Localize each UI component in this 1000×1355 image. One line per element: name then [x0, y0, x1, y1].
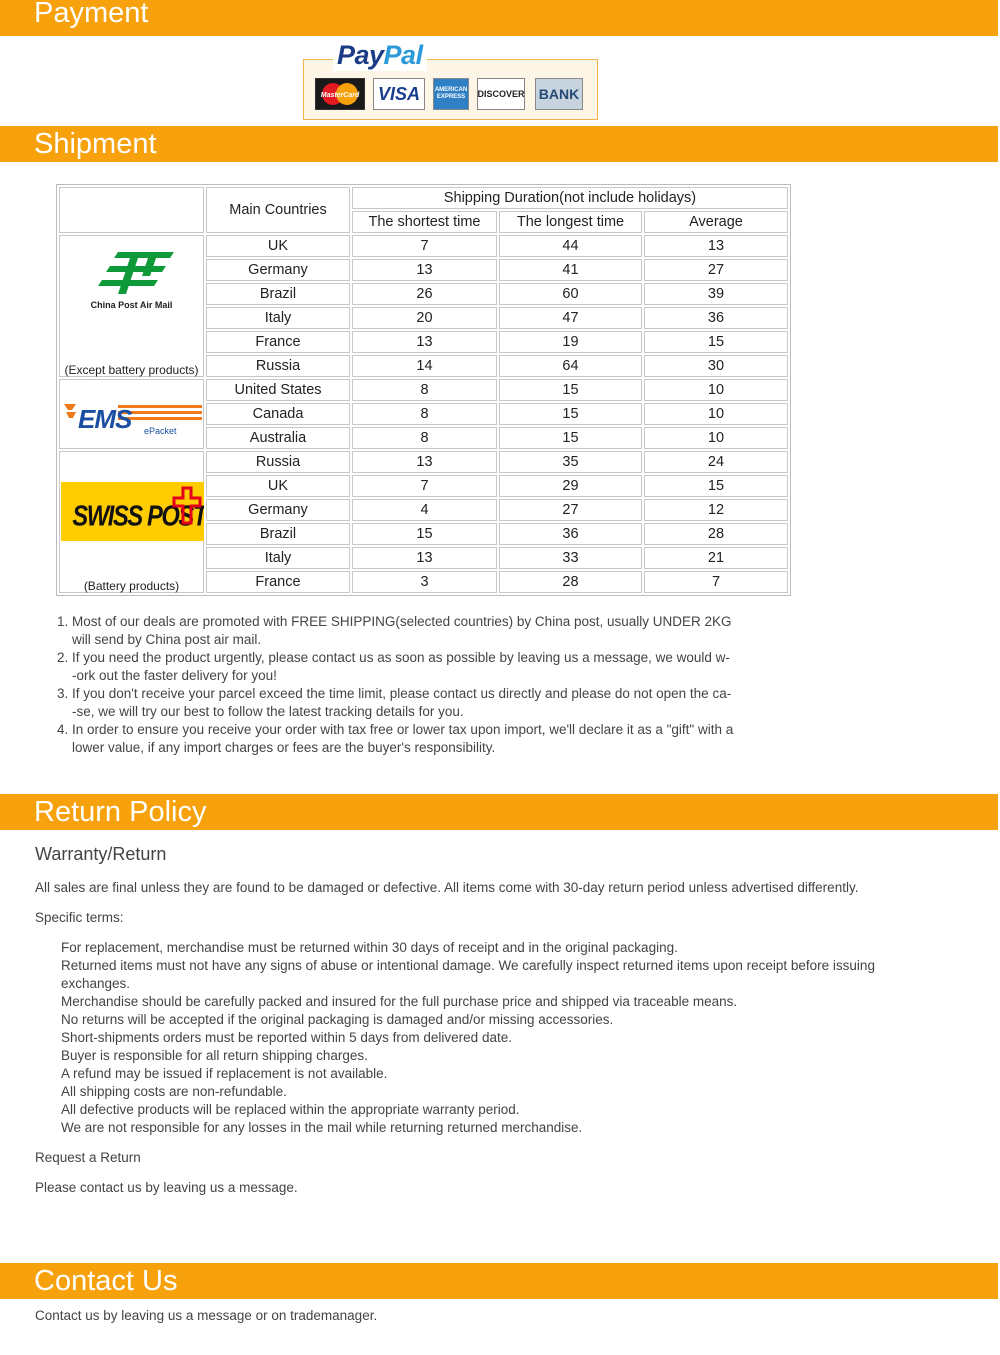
- list-item: We are not responsible for any losses in the mail while returning returned merchandise.: [61, 1120, 583, 1135]
- list-item: Returned items must not have any signs of abuse or intentional damage. We carefully inspect returned items upon receipt before issuing exchanges.: [61, 958, 875, 991]
- paypal-logo: [303, 40, 598, 120]
- table-row: France 13 19 15: [59, 331, 788, 353]
- table-row: Brazil 26 60 39: [59, 283, 788, 305]
- list-item: A refund may be issued if replacement is not available.: [61, 1066, 388, 1081]
- specific-terms-label: Specific terms:: [35, 910, 124, 925]
- list-item: Buyer is responsible for all return shipping charges.: [61, 1048, 368, 1063]
- table-row: Russia 14 64 30: [59, 355, 788, 377]
- china-post-label: China Post Air Mail: [90, 300, 173, 310]
- list-item: 2. If you need the product urgently, please contact us as soon as possible by leaving us a message, we would w- -ork out the faster delivery for you!: [72, 649, 852, 685]
- contact-section-header: [0, 1263, 998, 1299]
- header-average: Average: [644, 211, 788, 233]
- amex-icon: AMERICAN EXPRESS: [433, 78, 469, 110]
- list-item: Merchandise should be carefully packed and insured for the full purchase price and shipped via traceable means.: [61, 994, 738, 1009]
- bank-icon: BANK: [535, 78, 583, 110]
- swiss-post-cell: [59, 451, 204, 593]
- list-item: For replacement, merchandise must be returned within 30 days of receipt and in the original packaging.: [61, 940, 678, 955]
- table-row: Italy 20 47 36: [59, 307, 788, 329]
- list-item: 4. In order to ensure you receive your order with tax free or lower tax upon import, we'll declare it as a "gift" with a lower value, if any import charges or fees are the buyer's responsibility.: [72, 721, 852, 757]
- request-return-label: Request a Return: [35, 1150, 141, 1165]
- paypal-wordmark: PayPal: [333, 40, 427, 71]
- china-post-cell: [59, 235, 204, 377]
- contact-title: Contact Us: [34, 1265, 178, 1297]
- payment-title: Payment: [34, 0, 149, 29]
- table-row: China Post Air Mail (Except battery products) UK 7 44 13: [59, 235, 788, 257]
- payment-section-header: [0, 0, 998, 36]
- list-item: No returns will be accepted if the original packaging is damaged and/or missing accessories.: [61, 1012, 614, 1027]
- svg-text:MasterCard: MasterCard: [320, 92, 360, 99]
- ems-epacket-icon: [62, 400, 204, 440]
- china-post-icon: [98, 248, 178, 298]
- list-item: 1. Most of our deals are promoted with FREE SHIPPING(selected countries) by China post, usually UNDER 2KG will send by China post air mail.: [72, 613, 852, 649]
- china-post-note: (Except battery products): [64, 363, 199, 377]
- header-main-countries: Main Countries: [206, 187, 350, 233]
- svg-text:SWISS POST: SWISS POST: [72, 499, 204, 533]
- header-longest: The longest time: [499, 211, 642, 233]
- header-shipping-duration: Shipping Duration(not include holidays): [352, 187, 788, 209]
- table-row: Germany 4 27 12: [59, 499, 788, 521]
- header-shortest: The shortest time: [352, 211, 497, 233]
- table-row: UK 7 29 15: [59, 475, 788, 497]
- shipment-section-header: [0, 126, 998, 162]
- table-row: France 3 28 7: [59, 571, 788, 593]
- return-intro: All sales are final unless they are found to be damaged or defective. All items come with 30-day return period unless advertised differently.: [35, 880, 859, 895]
- table-row: Germany 13 41 27: [59, 259, 788, 281]
- table-row: EMS ePacket United States 8 15 10: [59, 379, 788, 401]
- swiss-post-note: (Battery products): [83, 579, 180, 593]
- return-policy-title: Return Policy: [34, 796, 207, 828]
- request-return-text: Please contact us by leaving us a message.: [35, 1180, 298, 1195]
- visa-icon: VISA: [373, 78, 425, 110]
- ems-cell: [59, 379, 204, 449]
- contact-text: Contact us by leaving us a message or on trademanager.: [35, 1308, 378, 1323]
- return-terms-list: [61, 939, 931, 1137]
- list-item: All shipping costs are non-refundable.: [61, 1084, 287, 1099]
- table-row: Brazil 15 36 28: [59, 523, 788, 545]
- return-policy-section-header: [0, 794, 998, 830]
- mastercard-icon: [315, 78, 365, 110]
- discover-icon: DISCOVER: [477, 78, 525, 110]
- shipment-title: Shipment: [34, 128, 157, 160]
- list-item: All defective products will be replaced within the appropriate warranty period.: [61, 1102, 520, 1117]
- shipping-notes: [36, 613, 852, 757]
- svg-text:EMS: EMS: [78, 404, 132, 434]
- warranty-heading: Warranty/Return: [35, 844, 167, 864]
- swiss-post-icon: [61, 482, 204, 541]
- shipping-duration-table: [56, 184, 791, 596]
- list-item: 3. If you don't receive your parcel exceed the time limit, please contact us directly and please do not open the ca- -se, we will try our best to follow the latest tracking details for you.: [72, 685, 852, 721]
- table-row: Italy 13 33 21: [59, 547, 788, 569]
- table-row: Canada 8 15 10: [59, 403, 788, 425]
- svg-text:ePacket: ePacket: [144, 426, 177, 436]
- list-item: Short-shipments orders must be reported within 5 days from delivered date.: [61, 1030, 512, 1045]
- table-row: Australia 8 15 10: [59, 427, 788, 449]
- table-row: SWISS POST (Battery products) Russia 13 35 24: [59, 451, 788, 473]
